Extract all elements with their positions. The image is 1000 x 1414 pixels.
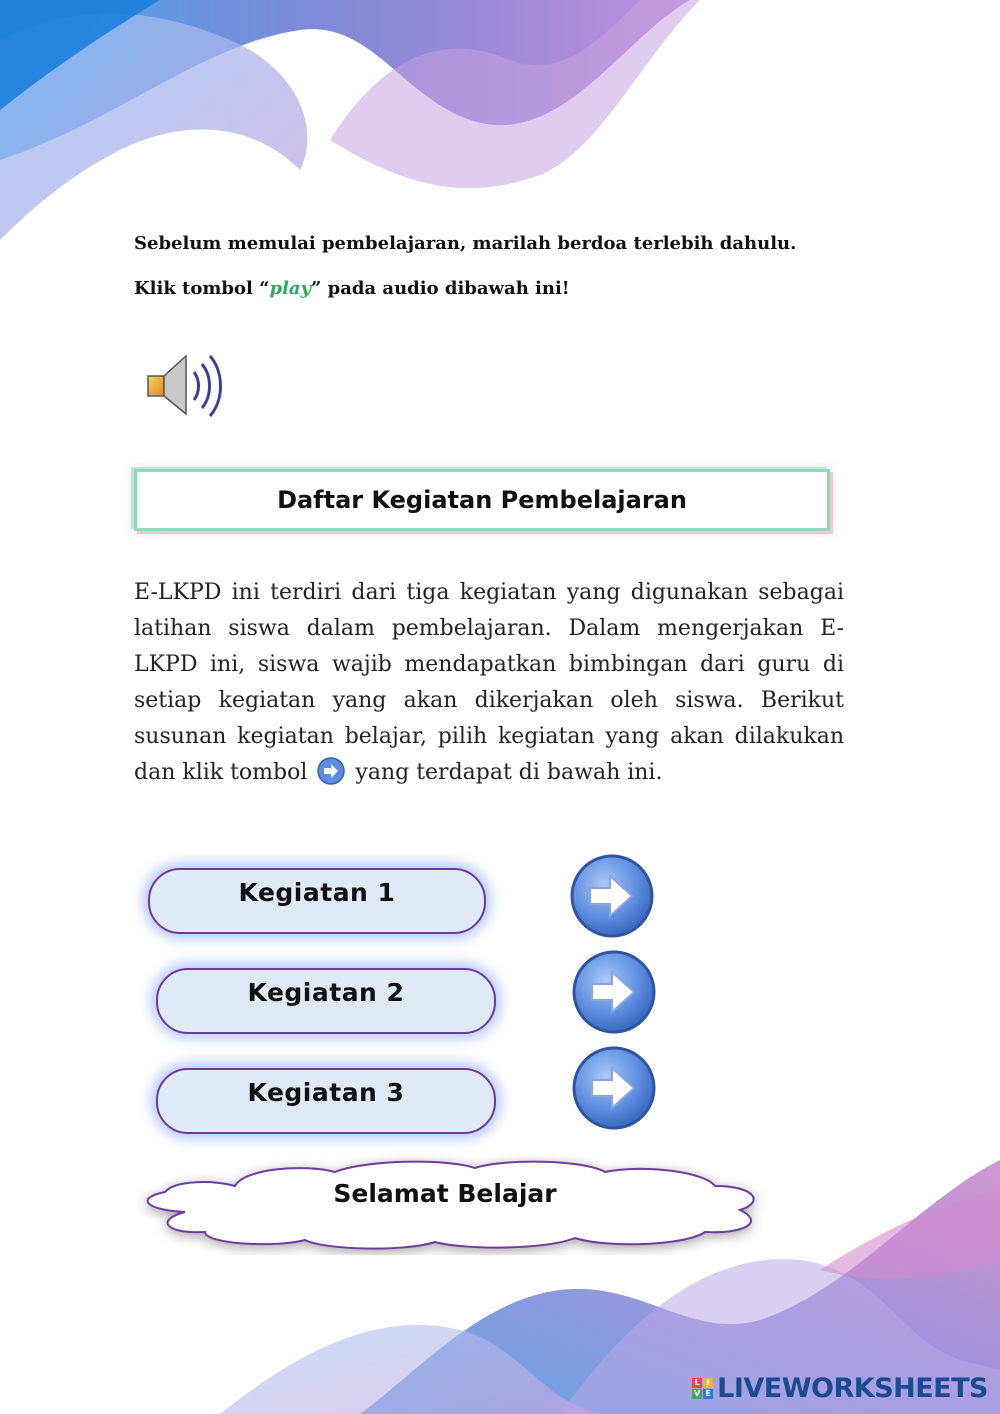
- activity-2-button[interactable]: [156, 968, 496, 1034]
- activity-3-label: Kegiatan 3: [247, 1078, 405, 1107]
- description-text-after: yang terdapat di bawah ini.: [355, 760, 663, 785]
- brand-logo-letter: L: [692, 1378, 702, 1388]
- inline-arrow-icon: [316, 756, 346, 786]
- click-prefix: Klik tombol “: [134, 278, 270, 299]
- activity-1-label: Kegiatan 1: [238, 878, 396, 907]
- brand-name: LIVEWORKSHEETS: [717, 1373, 988, 1404]
- activity-2-label: Kegiatan 2: [247, 978, 405, 1007]
- activity-3-arrow-button[interactable]: [570, 1044, 658, 1132]
- play-word: play: [269, 278, 312, 299]
- brand-logo-letter: E: [703, 1389, 713, 1399]
- brand-logo-letter: V: [694, 1389, 701, 1398]
- brand-logo-letter: I: [703, 1378, 713, 1388]
- intro-prayer-text: Sebelum memulai pembelajaran, marilah berdoa terlebih dahulu.: [134, 233, 797, 254]
- banner-box: [134, 469, 830, 531]
- description-paragraph: [134, 575, 844, 791]
- banner-title: Daftar Kegiatan Pembelajaran: [277, 486, 687, 514]
- section-banner: [104, 458, 866, 544]
- activity-1-button[interactable]: [148, 868, 486, 934]
- intro-text: [134, 228, 826, 305]
- activity-1-arrow-button[interactable]: [568, 852, 656, 940]
- brand-logo-icon: [692, 1378, 713, 1399]
- brand-watermark: [692, 1373, 988, 1404]
- description-text-before: E-LKPD ini terdiri dari tiga kegiatan yang digunakan sebagai latihan siswa dalam pembelajaran. Dalam mengerjakan E-LKPD ini, siswa wajib mendapatkan bimbingan dari guru di setiap kegiatan yang akan dikerjakan oleh siswa. Berikut susunan kegiatan belajar, pilih kegiatan yang akan dilakukan dan klik tombol: [134, 580, 844, 785]
- activity-3-button[interactable]: [156, 1068, 496, 1134]
- activity-2-arrow-button[interactable]: [570, 948, 658, 1036]
- click-suffix: ” pada audio dibawah ini!: [311, 278, 570, 299]
- speaker-icon[interactable]: [142, 348, 232, 422]
- intro-click-instruction: [134, 273, 826, 305]
- closing-text: Selamat Belajar: [333, 1179, 557, 1208]
